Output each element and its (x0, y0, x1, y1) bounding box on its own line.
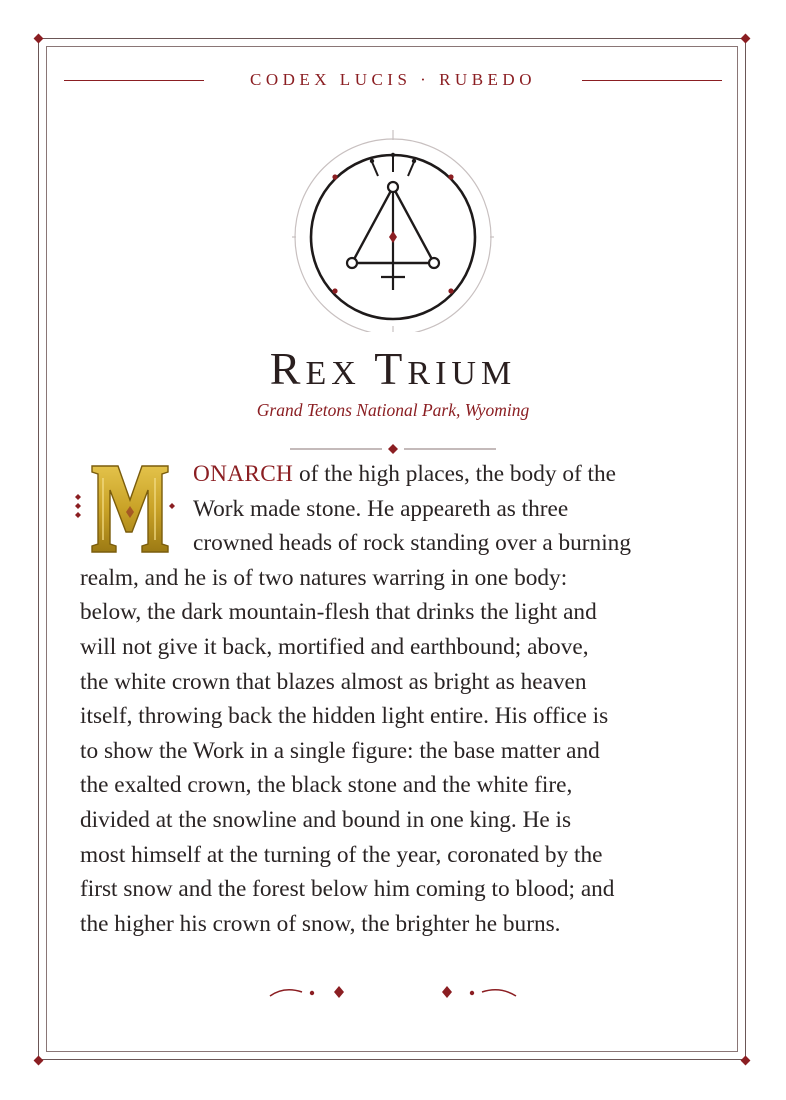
title-rest-2: RIUM (407, 355, 517, 392)
body-line-13: first snow and the forest below him coming to blood; and (80, 876, 615, 903)
entry-title (0, 342, 786, 395)
body-line-12: most himself at the turning of the year, coronated by the (80, 841, 603, 868)
lead-word: ONARCH (193, 461, 294, 487)
body-line-3: crowned heads of rock standing over a burning (193, 530, 631, 557)
title-rest-1: EX (305, 355, 361, 392)
entry-body (80, 457, 720, 941)
corner-diamond-br (741, 1056, 751, 1066)
title-cap-1: R (269, 343, 306, 394)
body-line-9: to show the Work in a single figure: the base matter and (80, 737, 600, 764)
body-line-6: will not give it back, mortified and earthbound; above, (80, 633, 589, 660)
sigil-icon (292, 130, 494, 332)
body-line-10: the exalted crown, the black stone and the white fire, (80, 772, 573, 799)
location-subtitle: Grand Tetons National Park, Wyoming (256, 400, 530, 420)
footer-ornament (262, 980, 524, 1004)
body-line-4: realm, and he is of two natures warring in one body: (80, 564, 568, 591)
body-line-8: itself, throwing back the hidden light entire. His office is (80, 703, 609, 730)
body-line-14: the higher his crown of snow, the brighter he burns. (80, 910, 561, 937)
title-divider-ornament (290, 442, 496, 456)
page-header: CODEX LUCIS · RUBEDO (250, 70, 536, 89)
body-line-1-text: of the high places, the body of the (293, 461, 617, 487)
title-cap-2: T (374, 343, 408, 394)
body-line-11: divided at the snowline and bound in one king. He is (80, 806, 572, 833)
body-line-1 (80, 457, 720, 492)
body-line-7: the white crown that blazes almost as bright as heaven (80, 668, 587, 695)
body-line-2: Work made stone. He appeareth as three (193, 495, 569, 522)
body-line-5: below, the dark mountain-flesh that drinks the light and (80, 599, 597, 626)
